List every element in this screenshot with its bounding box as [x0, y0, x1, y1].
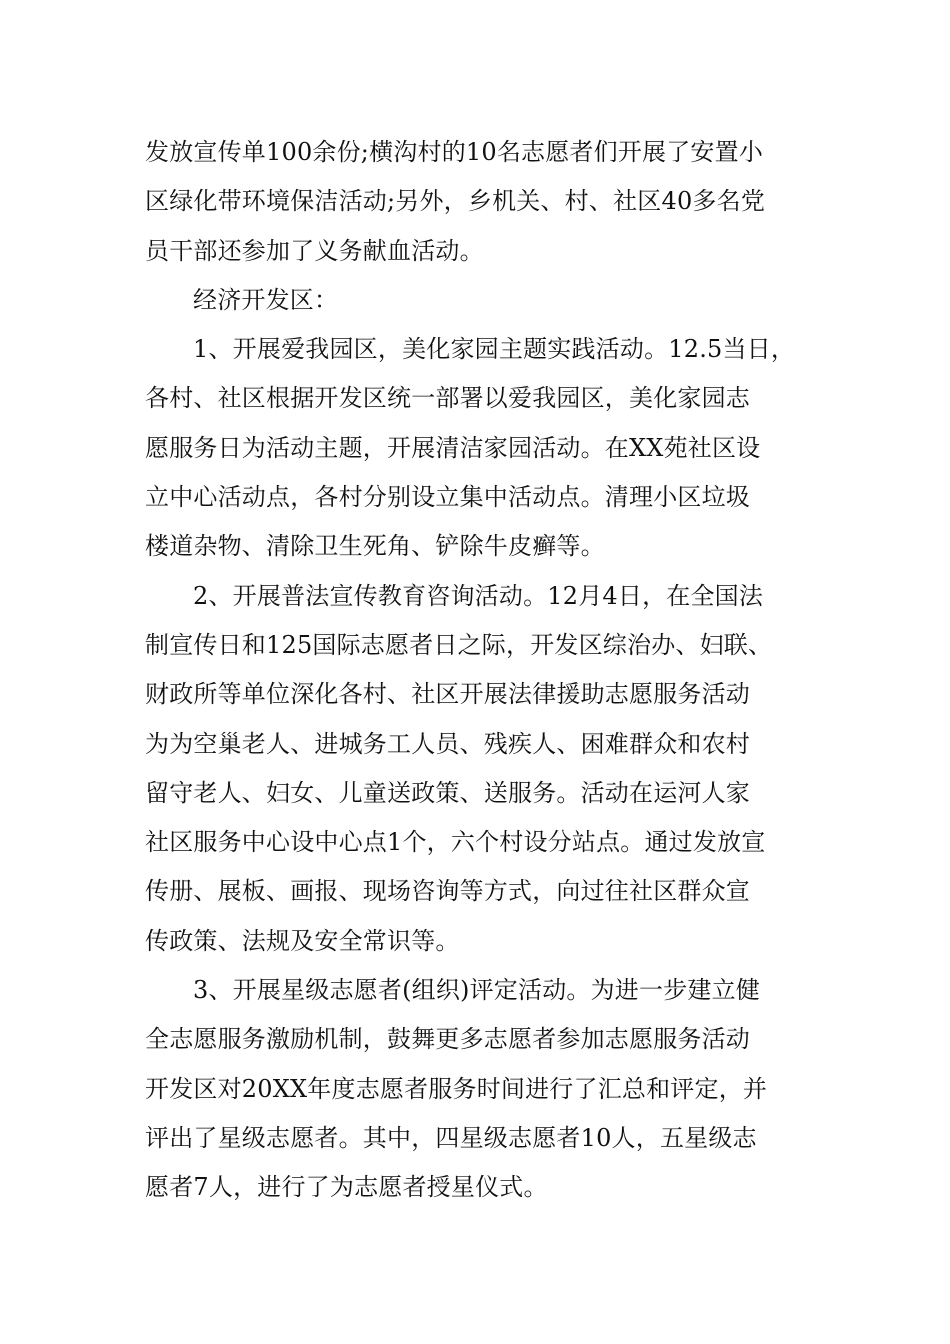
text-line: 制宣传日和125国际志愿者日之际，开发区综治办、妇联、 [145, 630, 773, 659]
text-line: 全志愿服务激励机制，鼓舞更多志愿者参加志愿服务活动 [145, 1025, 750, 1054]
text-line: 愿者7人，进行了为志愿者授星仪式。 [145, 1173, 548, 1202]
text-line: 社区服务中心设中心点1个，六个村设分站点。通过发放宣 [145, 828, 766, 857]
text-line: 楼道杂物、清除卫生死角、铲除牛皮癣等。 [145, 532, 605, 561]
text-line: 各村、社区根据开发区统一部署以爱我园区，美化家园志 [145, 384, 750, 413]
text-line: 发放宣传单100余份;横沟村的10名志愿者们开展了安置小 [145, 138, 764, 166]
text-line: 财政所等单位深化各村、社区开展法律援助志愿服务活动 [145, 680, 750, 709]
text-line: 传政策、法规及安全常识等。 [145, 926, 460, 955]
text-line: 开发区对20XX年度志愿者服务时间进行了汇总和评定，并 [145, 1074, 768, 1103]
text-line: 2、开展普法宣传教育咨询活动。12月4日，在全国法 [193, 581, 764, 610]
text-line: 评出了星级志愿者。其中，四星级志愿者10人，五星级志 [145, 1123, 757, 1152]
document-body [145, 128, 835, 1213]
text-line: 为为空巢老人、进城务工人员、残疾人、困难群众和农村 [145, 729, 750, 758]
text-line: 愿服务日为活动主题，开展清洁家园活动。在XX苑社区设 [145, 433, 761, 462]
text-line: 1、开展爱我园区，美化家园主题实践活动。12.5当日， [193, 335, 796, 364]
text-line: 3、开展星级志愿者(组织)评定活动。为进一步建立健 [193, 976, 760, 1005]
section-heading: 经济开发区： [193, 285, 339, 314]
text-line: 立中心活动点，各村分别设立集中活动点。清理小区垃圾 [145, 483, 750, 512]
text-line: 传册、展板、画报、现场咨询等方式，向过往社区群众宣 [145, 877, 750, 906]
text-line: 留守老人、妇女、儿童送政策、送服务。活动在运河人家 [145, 778, 750, 807]
text-line: 员干部还参加了义务献血活动。 [145, 236, 484, 265]
text-line: 区绿化带环境保洁活动;另外，乡机关、村、社区40多名党 [145, 187, 766, 216]
